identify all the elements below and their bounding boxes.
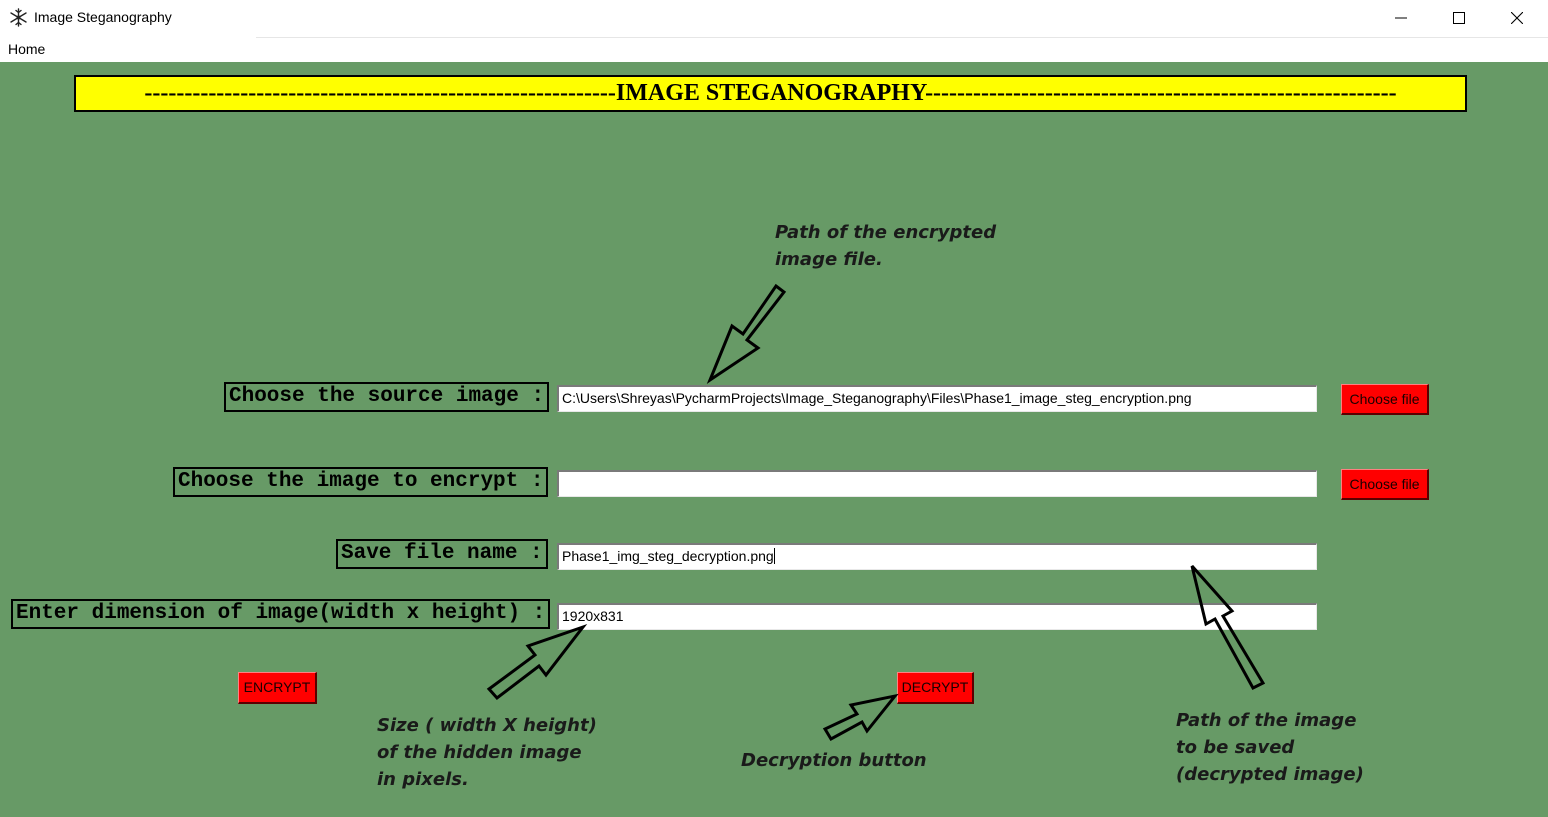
decrypt-button[interactable]: DECRYPT	[897, 672, 974, 704]
arrow-to-source-path	[710, 286, 784, 380]
arrow-to-save-file	[1192, 566, 1263, 688]
annotation-save-path: Path of the image to be saved (decrypted image)	[1176, 710, 1364, 785]
choose-encrypt-file-button[interactable]: Choose file	[1341, 469, 1429, 500]
encrypt-image-label: Choose the image to encrypt :	[173, 467, 548, 497]
save-file-label: Save file name :	[336, 539, 548, 569]
save-file-value: Phase1_img_steg_decryption.png	[562, 548, 774, 564]
dimension-label: Enter dimension of image(width x height) :	[11, 599, 550, 629]
menu-home[interactable]: Home	[8, 41, 46, 57]
annotation-decrypt-button: Decryption button	[741, 750, 927, 771]
encrypt-button[interactable]: ENCRYPT	[238, 672, 317, 704]
window-title: Image Steganography	[34, 9, 172, 25]
choose-source-file-button[interactable]: Choose file	[1341, 384, 1429, 415]
source-image-input[interactable]: C:\Users\Shreyas\PycharmProjects\Image_Steganography\Files\Phase1_image_steg_encryption.png	[557, 385, 1317, 412]
arrow-to-decrypt-button	[825, 696, 895, 739]
arrow-to-dimension	[489, 627, 583, 698]
annotation-encrypted-path: Path of the encrypted image file.	[775, 222, 997, 270]
annotation-hidden-size: Size ( width X height) of the hidden image in pixels.	[377, 715, 597, 790]
dimension-input[interactable]: 1920x831	[557, 603, 1317, 630]
app-heading: -----------------------------------------------------------IMAGE STEGANOGRAPHY-----------------------------------------------------------	[74, 75, 1467, 112]
source-image-label: Choose the source image :	[224, 382, 549, 412]
